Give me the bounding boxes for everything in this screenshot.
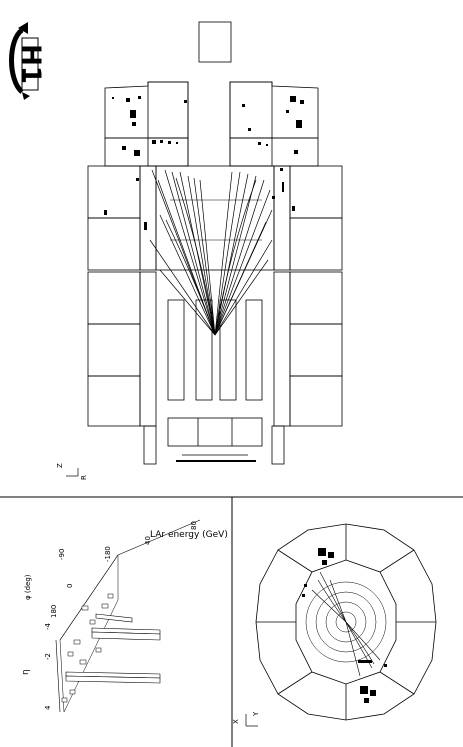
phi-tick-180: 180 <box>50 604 58 618</box>
phi-label: φ (deg) <box>24 574 32 600</box>
calo-mid-right-1 <box>290 166 342 218</box>
end-axis-indicator <box>232 711 260 726</box>
axis-r-label: R <box>80 475 88 480</box>
h1-logo <box>12 22 46 100</box>
axis-x-label: X <box>232 719 240 724</box>
top-box <box>199 22 231 62</box>
side-view <box>88 22 342 464</box>
energy-tick-1: 40 <box>144 536 152 545</box>
axis-y-label: Y <box>252 711 260 716</box>
calo-mid-left-1 <box>88 166 140 218</box>
lego-title: LAr energy (GeV) <box>150 530 228 540</box>
energy-tick-0: -180 <box>104 546 112 562</box>
energy-tick-2: 80 <box>190 521 198 530</box>
phi-tick-0: 0 <box>66 583 74 588</box>
eta-tick-m2: -2 <box>44 653 52 660</box>
logo-text: H1 <box>15 44 46 84</box>
eta-label: η <box>21 669 31 675</box>
calo-low-right-1 <box>290 272 342 324</box>
calo-top-right <box>230 82 318 138</box>
lego-plot <box>21 520 228 712</box>
eta-tick-4: 4 <box>44 705 52 710</box>
lego-tower-5 <box>96 614 132 622</box>
side-axis-indicator <box>56 463 88 480</box>
calo-top-left <box>105 82 188 138</box>
calo-top-right-2 <box>230 138 318 166</box>
eta-axis <box>56 640 60 712</box>
phi-tick-90: -90 <box>58 548 66 560</box>
inner-bar-left <box>168 300 184 400</box>
calo-low-left-1 <box>88 272 140 324</box>
backward-calo <box>168 418 262 446</box>
axis-z-label: Z <box>56 463 64 468</box>
calo-top-left-2 <box>105 138 188 166</box>
tracker-region <box>156 166 274 270</box>
eta-tick-m4: -4 <box>44 623 52 630</box>
inner-bar-right <box>246 300 262 400</box>
